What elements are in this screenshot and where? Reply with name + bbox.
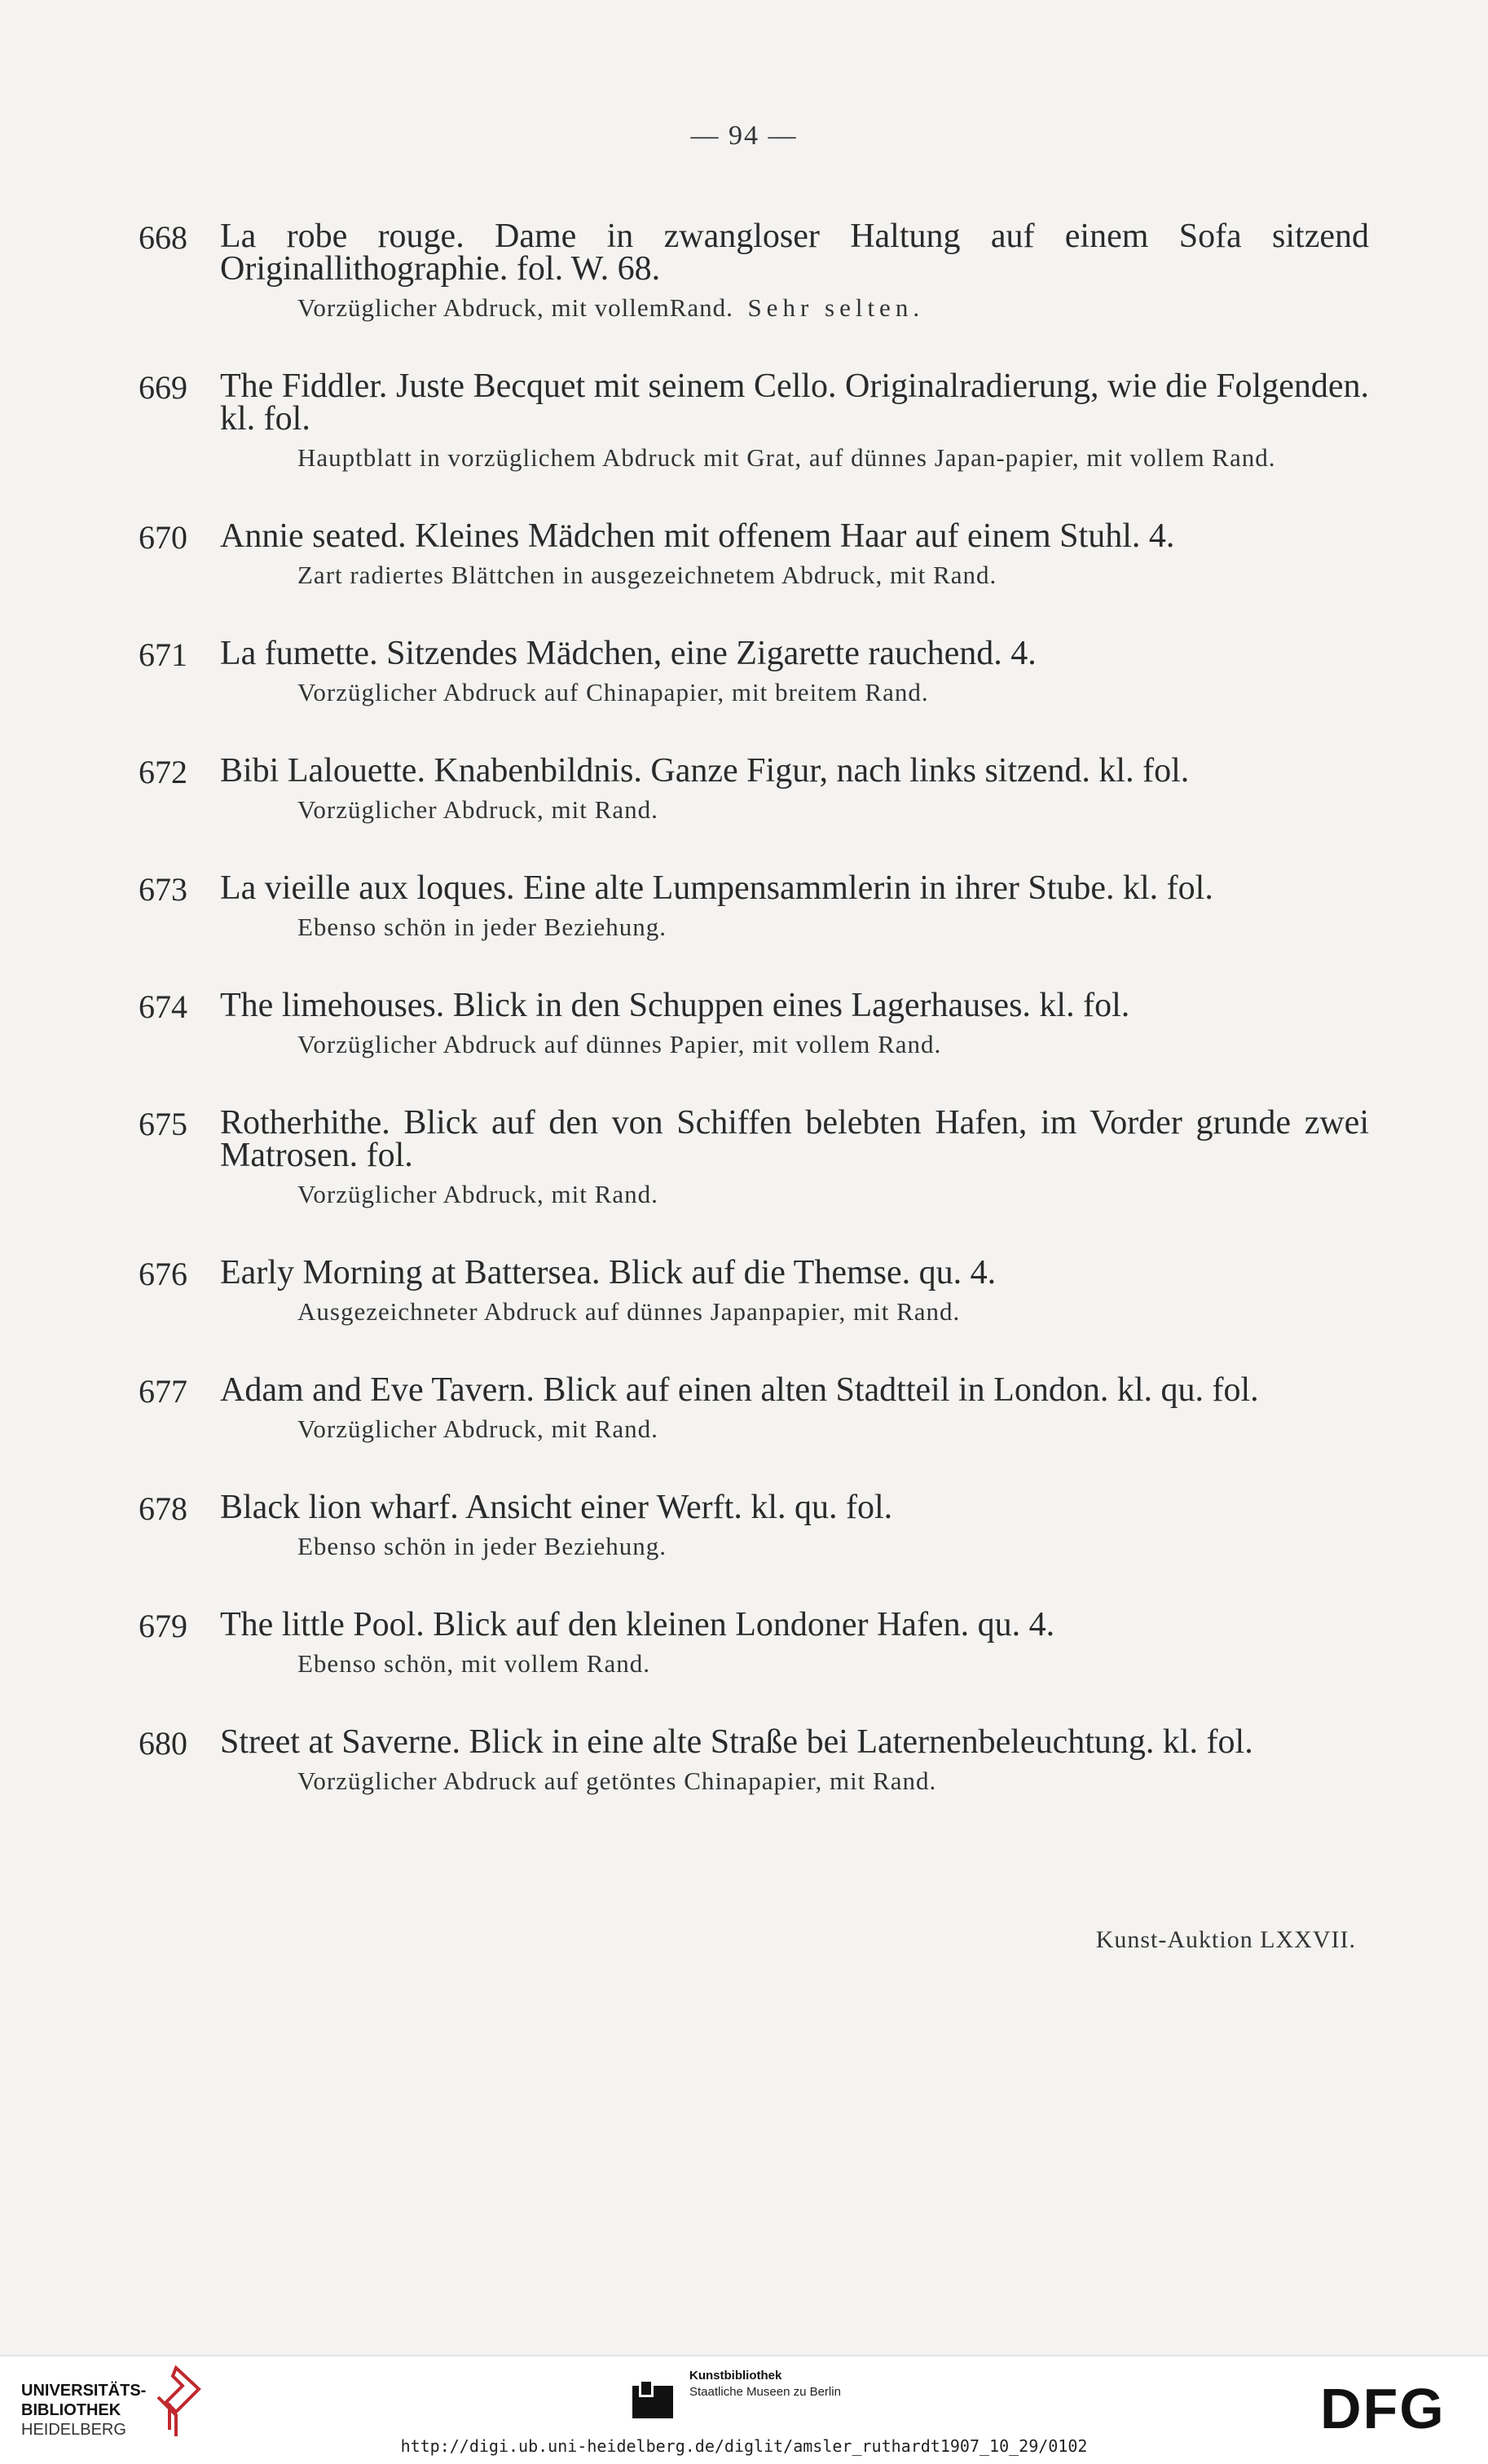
kb-subtitle: Staatliche Museen zu Berlin	[689, 2385, 841, 2399]
heidelberg-library-logo[interactable]	[21, 2381, 146, 2440]
entry-title: Rotherhithe. Blick auf den von Schiffen belebten Hafen, im Vorder grunde zwei Matrosen. fol.	[220, 1104, 1369, 1174]
entry-note: Vorzüglicher Abdruck, mit Rand.	[297, 795, 658, 824]
entry-title: Early Morning at Battersea. Blick auf die Themse. qu. 4.	[220, 1254, 997, 1291]
entry-number: 669	[139, 369, 187, 406]
entry-title: The little Pool. Blick auf den kleinen Londoner Hafen. qu. 4.	[220, 1606, 1055, 1643]
catalog-entry	[139, 1256, 1369, 1328]
entry-note: Vorzüglicher Abdruck auf Chinapapier, mit breitem Rand.	[297, 678, 929, 706]
kunstbibliothek-mark-icon	[632, 2379, 673, 2418]
entry-note: Ebenso schön, mit vollem Rand.	[297, 1649, 650, 1678]
entry-title: La robe rouge. Dame in zwangloser Haltung auf einem Sofa sitzend Originallithographie. fol. W. 68.	[220, 218, 1369, 288]
entry-note: Ebenso schön in jeder Beziehung.	[297, 913, 667, 941]
entry-title: The Fiddler. Juste Becquet mit seinem Cello. Originalradierung, wie die Folgenden. kl. fol.	[220, 367, 1369, 438]
library-mark-icon	[152, 2365, 207, 2440]
catalog-entry	[139, 1491, 1369, 1563]
entry-note: Vorzüglicher Abdruck auf dünnes Papier, mit vollem Rand.	[297, 1030, 942, 1058]
entry-number: 679	[139, 1608, 187, 1644]
logo-line: HEIDELBERG	[21, 2421, 126, 2439]
entry-note: Vorzüglicher Abdruck, mit Rand.	[297, 1180, 658, 1208]
source-url[interactable]: http://digi.ub.uni-heidelberg.de/diglit/amsler_ruthardt1907_10_29/0102	[400, 2436, 1088, 2456]
entry-number: 677	[139, 1373, 187, 1410]
entry-number: 676	[139, 1256, 187, 1292]
kb-name: Kunstbibliothek	[689, 2369, 782, 2383]
entry-number: 668	[139, 219, 187, 256]
catalog-entry	[139, 1723, 1369, 1797]
entry-title: Adam and Eve Tavern. Blick auf einen alten Stadtteil in London. kl. qu. fol.	[220, 1371, 1259, 1409]
page-number: — 94 —	[690, 121, 798, 151]
entry-note-emphasis: Sehr selten.	[747, 293, 925, 322]
entry-number: 675	[139, 1106, 187, 1142]
entry-number: 670	[139, 519, 187, 556]
catalog-entry	[139, 989, 1369, 1061]
entry-note: Hauptblatt in vorzüglichem Abdruck mit Grat, auf dünnes Japan-papier, mit vollem Rand.	[297, 443, 1276, 472]
entry-note: Zart radiertes Blättchen in ausgezeichnetem Abdruck, mit Rand.	[297, 561, 997, 589]
catalog-entry	[139, 367, 1369, 474]
entry-title: La fumette. Sitzendes Mädchen, eine Zigarette rauchend. 4.	[220, 635, 1037, 672]
entry-number: 674	[139, 988, 187, 1025]
entry-note: Vorzüglicher Abdruck auf getöntes Chinapapier, mit Rand.	[297, 1767, 937, 1795]
entry-number: 671	[139, 636, 187, 673]
entry-note: Ebenso schön in jeder Beziehung.	[297, 1532, 667, 1560]
dfg-logo[interactable]: DFG	[1320, 2377, 1446, 2440]
entry-title: Bibi Lalouette. Knabenbildnis. Ganze Figur, nach links sitzend. kl. fol.	[220, 752, 1190, 790]
catalog-entry	[139, 1104, 1369, 1211]
entry-number: 672	[139, 754, 187, 790]
entry-title: The limehouses. Blick in den Schuppen eines Lagerhauses. kl. fol.	[220, 987, 1130, 1024]
catalog-entry	[139, 1608, 1369, 1680]
entry-note	[297, 292, 1369, 324]
entry-title: Annie seated. Kleines Mädchen mit offenem Haar auf einem Stuhl. 4.	[220, 517, 1175, 555]
entry-note: Ausgezeichneter Abdruck auf dünnes Japanpapier, mit Rand.	[297, 1297, 961, 1326]
entry-note-text: Vorzüglicher Abdruck, mit vollemRand.	[297, 293, 733, 322]
catalog-entry	[139, 869, 1369, 944]
entry-note: Vorzüglicher Abdruck, mit Rand.	[297, 1415, 658, 1443]
entry-number: 680	[139, 1725, 187, 1762]
catalog-entry	[139, 752, 1369, 826]
catalog-entry	[139, 517, 1369, 592]
entry-number: 678	[139, 1490, 187, 1527]
catalog-entry	[139, 637, 1369, 709]
logo-line: UNIVERSITÄTS-	[21, 2382, 147, 2400]
logo-line: BIBLIOTHEK	[21, 2401, 121, 2419]
entry-title: Street at Saverne. Blick in eine alte Straße bei Laternenbeleuchtung. kl. fol.	[220, 1723, 1253, 1761]
entry-number: 673	[139, 871, 187, 908]
entry-title: La vieille aux loques. Eine alte Lumpensammlerin in ihrer Stube. kl. fol.	[220, 869, 1213, 907]
catalog-entries	[0, 220, 1488, 1843]
catalog-entry	[139, 1371, 1369, 1445]
kunstbibliothek-text	[689, 2368, 934, 2400]
catalog-signature: Kunst-Auktion LXXVII.	[1095, 1926, 1356, 1953]
entry-title: Black lion wharf. Ansicht einer Werft. kl. qu. fol.	[220, 1489, 893, 1526]
catalog-entry	[139, 220, 1369, 324]
